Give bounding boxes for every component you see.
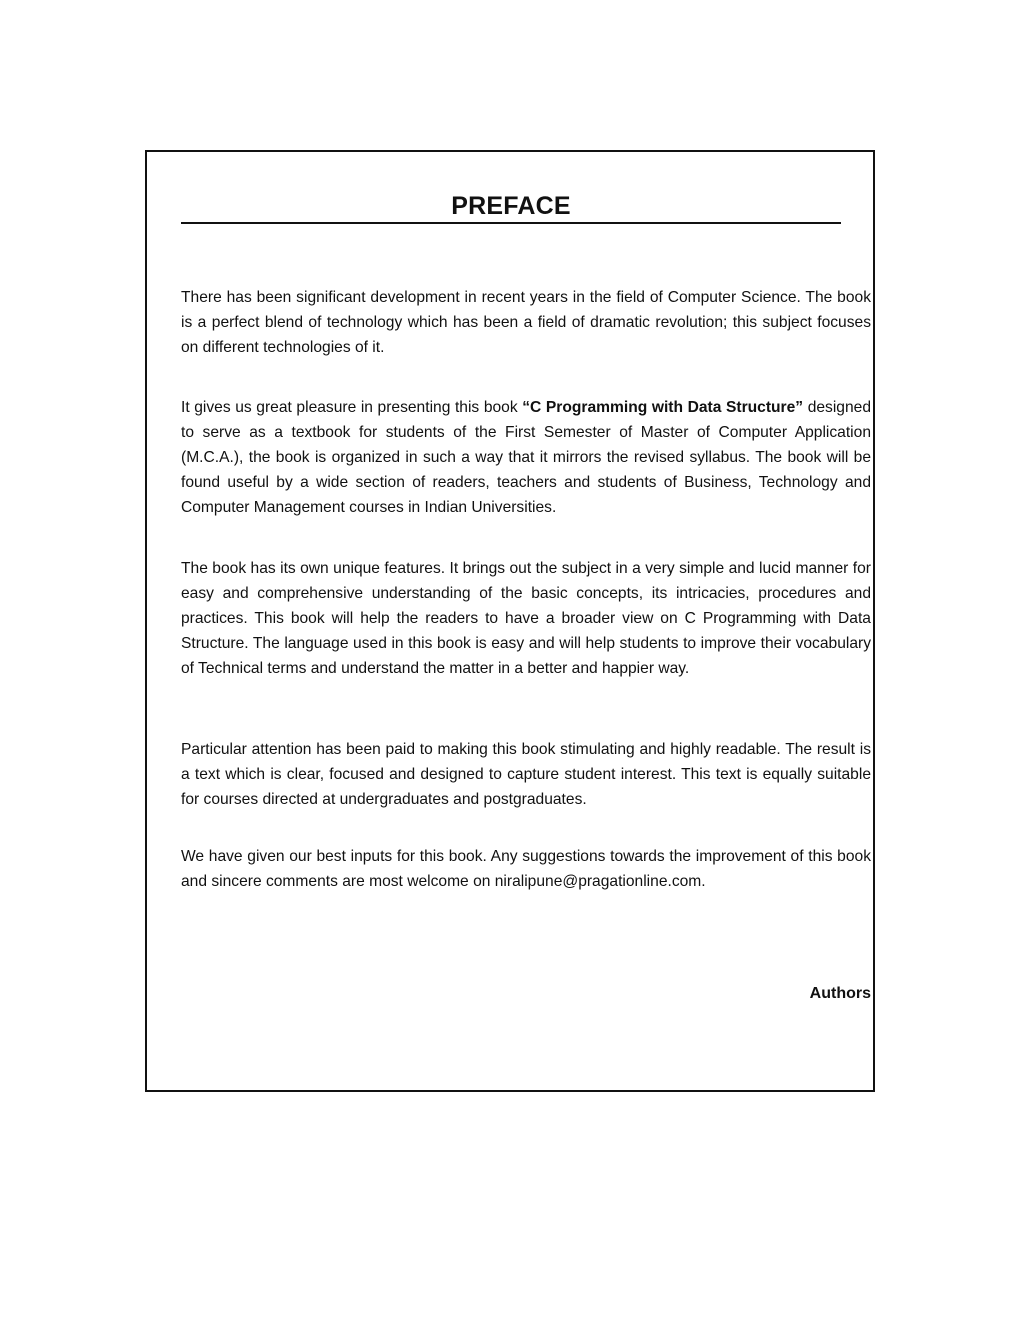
signature-authors: Authors	[809, 985, 871, 1002]
paragraph-book-purpose-lead: It gives us great pleasure in presenting this book	[181, 399, 523, 416]
paragraph-intro: There has been significant development in recent years in the field of Computer Science. The book is a perfect blend of technology which has been a field of dramatic revolution; this subject focuses on different technologies of it.	[181, 289, 871, 356]
paragraph-suggestions: We have given our best inputs for this book. Any suggestions towards the improvement of this book and sincere comments are most welcome on niralipune@pragationline.com.	[181, 848, 871, 890]
book-title: “C Programming with Data Structure”	[522, 399, 804, 416]
paragraph-readability: Particular attention has been paid to making this book stimulating and highly readable. The result is a text which is clear, focused and designed to capture student interest. This text is equally suitable for courses directed at undergraduates and postgraduates.	[181, 741, 871, 808]
paragraph-book-purpose-rest: designed to serve as a textbook for students of the First Semester of Master of Computer Application (M.C.A.), the book is organized in such a way that it mirrors the revised syllabus. The book will be found useful by a wide section of readers, teachers and students of Business, Technology and Computer Management courses in Indian Universities.	[181, 399, 871, 516]
preface-frame	[145, 150, 875, 1092]
paragraph-book-purpose	[181, 395, 871, 520]
paragraph-features: The book has its own unique features. It brings out the subject in a very simple and lucid manner for easy and comprehensive understanding of the basic concepts, its intricacies, procedures and practices. This book will help the readers to have a broader view on C Programming with Data Structure. The language used in this book is easy and will help students to improve their vocabulary of Technical terms and understand the matter in a better and happier way.	[181, 560, 871, 677]
page-title: PREFACE	[181, 188, 841, 224]
